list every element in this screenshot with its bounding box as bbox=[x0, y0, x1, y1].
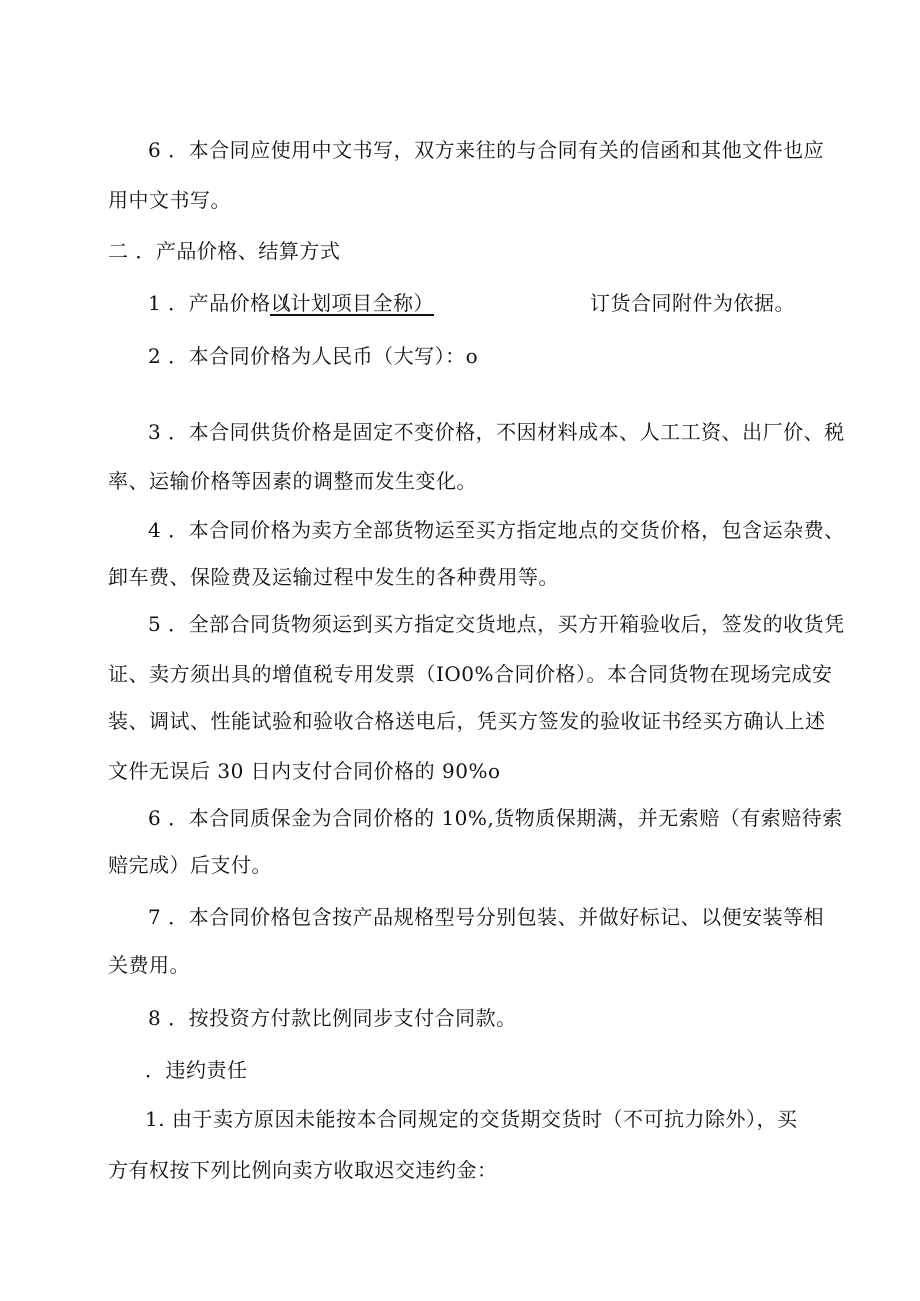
clause-5-line-1: 5 ．全部合同货物须运到买方指定交货地点，买方开箱验收后，签发的收货凭 bbox=[148, 612, 845, 636]
price-basis-label: 1 ．产品价格以 bbox=[148, 291, 292, 315]
clause-3-line-2: 率、运输价格等因素的调整而发生变化。 bbox=[108, 469, 477, 493]
project-name-blank: （计划项目全称） bbox=[270, 291, 434, 315]
clause-2-6-line-1: 6 ．本合同应使用中文书写，双方来往的与合同有关的信函和其他文件也应 bbox=[148, 138, 825, 162]
clause-6-line-1: 6 ．本合同质保金为合同价格的 10%,货物质保期满，并无索赔（有索赔待索 bbox=[148, 806, 843, 830]
clause-7-line-2: 关费用。 bbox=[108, 953, 190, 977]
price-basis-suffix: 订货合同附件为依据。 bbox=[590, 291, 795, 315]
clause-4-line-2: 卸车费、保险费及运输过程中发生的各种费用等。 bbox=[108, 565, 559, 589]
clause-5-line-4: 文件无误后 30 日内支付合同价格的 90%o bbox=[108, 759, 501, 783]
clause-3-line-1: 3 ．本合同供货价格是固定不变价格，不因材料成本、人工工资、出厂价、税 bbox=[148, 420, 845, 444]
clause-2-6-line-2: 用中文书写。 bbox=[108, 188, 231, 212]
clause-5-line-2: 证、卖方须出具的增值税专用发票（IO0%合同价格）。本合同货物在现场完成安 bbox=[108, 662, 833, 686]
breach-clause-1-line-1: 1. 由于卖方原因未能按本合同规定的交货期交货时（不可抗力除外），买 bbox=[145, 1107, 798, 1131]
breach-clause-1-line-2: 方有权按下列比例向卖方收取迟交违约金： bbox=[108, 1158, 498, 1182]
contract-price-line: 2 ．本合同价格为人民币（大写）：o bbox=[148, 344, 479, 368]
clause-8-line: 8 ．按投资方付款比例同步支付合同款。 bbox=[148, 1006, 517, 1030]
clause-4-line-1: 4 ．本合同价格为卖方全部货物运至买方指定地点的交货价格，包含运杂费、 bbox=[148, 518, 845, 542]
section-heading-price-settlement: 二 ．产品价格、结算方式 bbox=[108, 239, 341, 263]
clause-6-line-2: 赔完成）后支付。 bbox=[108, 853, 272, 877]
clause-7-line-1: 7 ．本合同价格包含按产品规格型号分别包装、并做好标记、以便安装等相 bbox=[148, 905, 825, 929]
section-heading-breach: ．违约责任 bbox=[145, 1058, 248, 1082]
clause-5-line-3: 装、调试、性能试验和验收合格送电后，凭买方签发的验收证书经买方确认上述 bbox=[108, 709, 826, 733]
